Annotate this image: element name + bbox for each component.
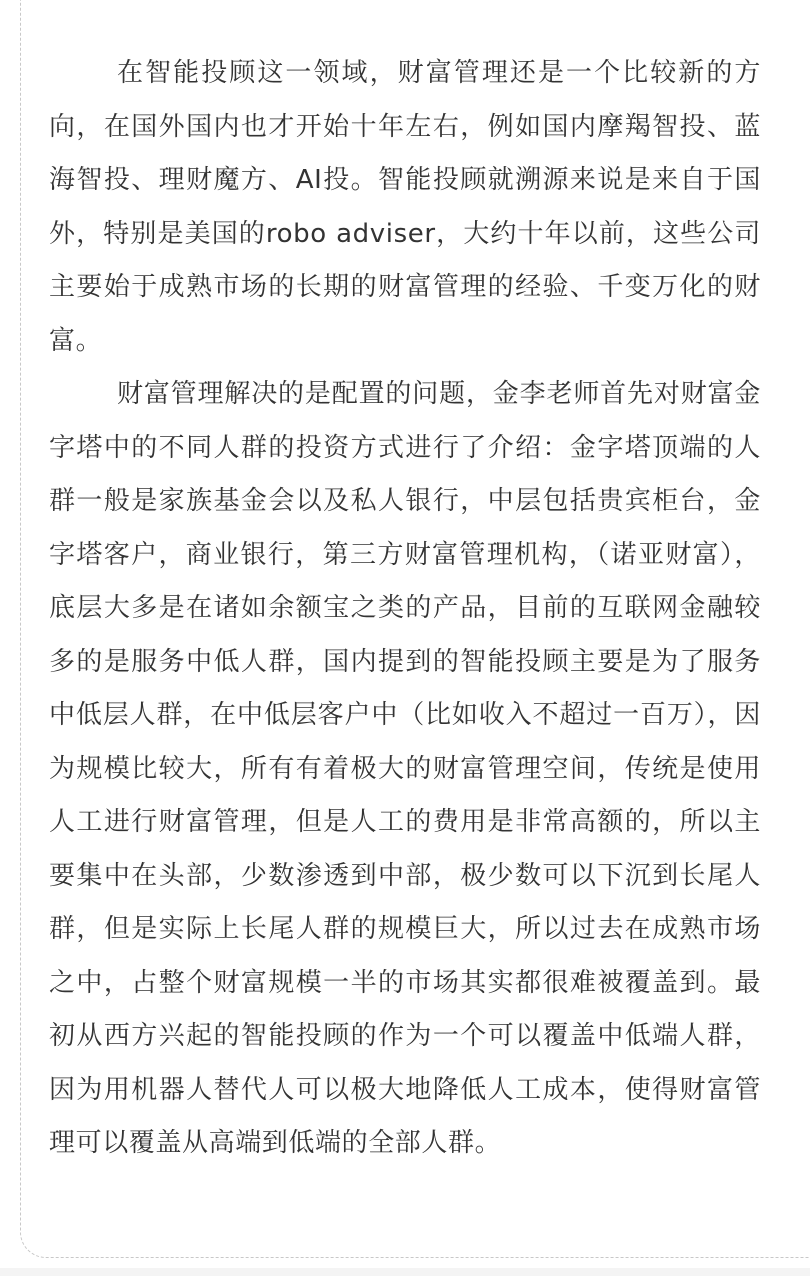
paragraph-wealth-management: 财富管理解决的是配置的问题，金李老师首先对财富金字塔中的不同人群的投资方式进行了介绍：金字塔顶端的人群一般是家族基金会以及私人银行，中层包括贵宾柜台，金字塔客户，商业银行，第三方财富管理机构，（诺亚财富），底层大多是在诸如余额宝之类的产品，目前的互联网金融较多的是服务中低人群，国内提到的智能投顾主要是为了服务中低层人群，在中低层客户中（比如收入不超过一百万），因为规模比较大，所有有着极大的财富管理空间，传统是使用人工进行财富管理，但是人工的费用是非常高额的，所以主要集中在头部，少数渗透到中部，极少数可以下沉到长尾人群，但是实际上长尾人群的规模巨大，所以过去在成熟市场之中，占整个财富规模一半的市场其实都很难被覆盖到。最初从西方兴起的智能投顾的作为一个可以覆盖中低端人群，因为用机器人替代人可以极大地降低人工成本，使得财富管理可以覆盖从高端到低端的全部人群。 [49, 379, 761, 1158]
article-body [49, 47, 761, 1171]
paragraph-intro: 在智能投顾这一领域，财富管理还是一个比较新的方向，在国外国内也才开始十年左右，例如国内摩羯智投、蓝海智投、理财魔方、AI投。智能投顾就溯源来说是来自于国外，特别是美国的robo adviser，大约十年以前，这些公司主要始于成熟市场的长期的财富管理的经验、千变万化的财富。 [49, 58, 761, 356]
page-bottom-strip [0, 1268, 810, 1276]
